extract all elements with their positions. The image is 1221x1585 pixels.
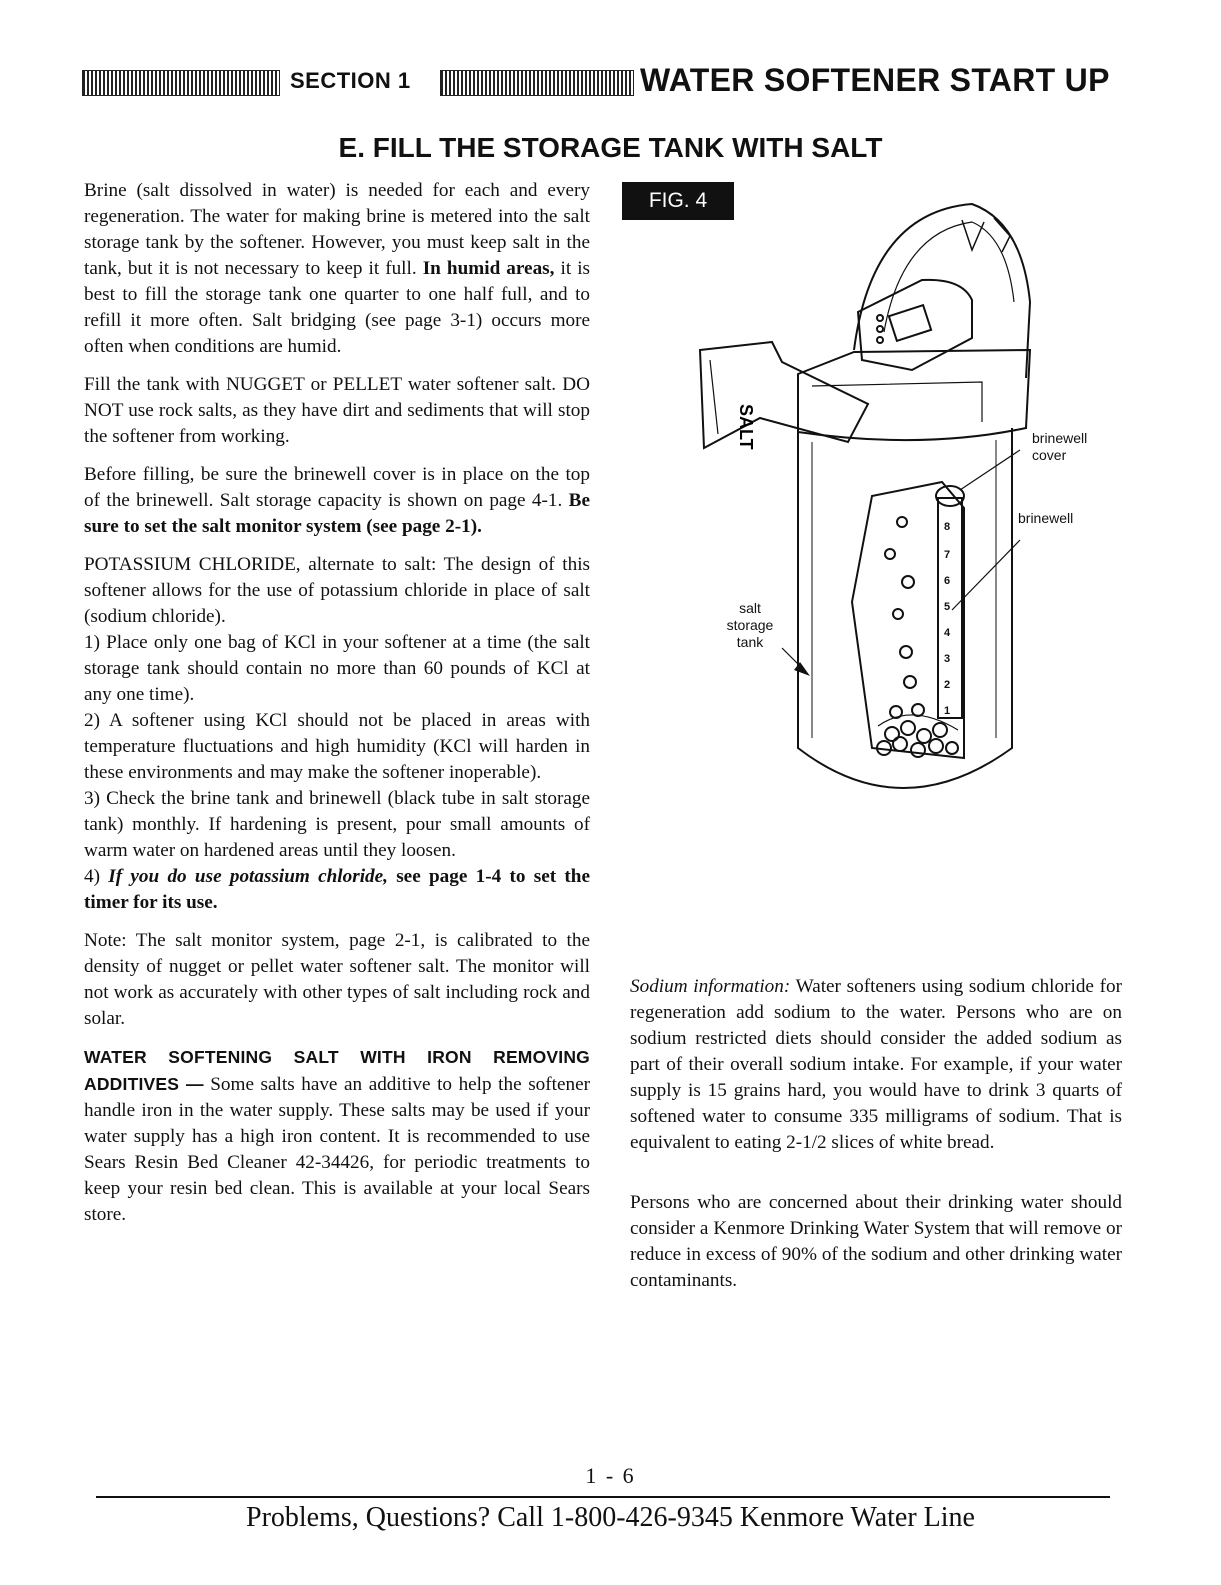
lid-inner bbox=[884, 222, 1014, 332]
level-scale bbox=[944, 521, 951, 717]
potassium-item-1: 1) Place only one bag of KCl in your softener at a time (the salt storage tank should contain no more than 60 pounds of KCl at any one time). bbox=[84, 632, 590, 705]
intro-paragraph: Brine (salt dissolved in water) is needed for each and every regeneration. The water for making brine is metered into the salt storage tank by the softener. However, you must keep salt in the tank, but it is not necessary to keep it full. In humid areas, it is best to fill the storage tank one quarter to one half full, and to refill it more often. Salt bridging (see page 3-1) occurs more often when conditions are humid. bbox=[84, 180, 591, 357]
page-header bbox=[82, 62, 1122, 104]
potassium-item-3: 3) Check the brine tank and brinewell (black tube in salt storage tank) monthly. If hardening is present, pour small amounts of warm water on hardened areas until they loosen. bbox=[84, 788, 590, 861]
section-label: SECTION 1 bbox=[290, 68, 411, 93]
svg-text:5: 5 bbox=[944, 601, 951, 613]
svg-text:2: 2 bbox=[944, 679, 951, 691]
header-title: WATER SOFTENER START UP bbox=[640, 62, 1110, 98]
control-head bbox=[858, 280, 972, 370]
sodium-information-paragraph: Sodium information: Water softeners using sodium chloride for regeneration add sodium to the water. Persons who are on sodium restricted diets should consider the added sodium as part of their overall sodium intake. For example, if your water supply is 15 grains hard, you would have to drink 3 quarts of softened water to consume 335 milligrams of sodium. That is equivalent to eating 2-1/2 slices of white bread. bbox=[630, 976, 1122, 1153]
svg-text:3: 3 bbox=[944, 653, 951, 665]
callout-salt-storage-tank: salt storage tank bbox=[726, 600, 774, 650]
footer-helpline: Problems, Questions? Call 1-800-426-9345 Kenmore Water Line bbox=[246, 1502, 975, 1533]
iron-additive-paragraph: WATER SOFTENING SALT WITH IRON REMOVING ADDITIVES — Some salts have an additive to help the softener handle iron in the water supply. These salts may be used if your water supply has a high iron content. It is recommended to use Sears Resin Bed Cleaner 42-34426, for periodic treatments to keep your resin bed clean. This is available at your local Sears store. bbox=[84, 1047, 590, 1225]
softener-illustration bbox=[622, 182, 1122, 822]
footer-rule bbox=[96, 1496, 1110, 1498]
callout-brinewell-cover: brinewell cover bbox=[1032, 430, 1088, 463]
figure-tag: FIG. 4 bbox=[622, 182, 734, 220]
brinewell-paragraph: Before filling, be sure the brinewell cover is in place on the top of the brinewell. Salt storage capacity is shown on page 4-1. Be sure to set the salt monitor system (see page 2-1). bbox=[84, 464, 590, 537]
svg-text:4: 4 bbox=[944, 627, 951, 639]
potassium-item-4: 4) If you do use potassium chloride, see page 1-4 to set the timer for its use. bbox=[84, 866, 590, 913]
right-column bbox=[630, 974, 1122, 1328]
tank-top bbox=[798, 350, 1030, 440]
display bbox=[889, 305, 931, 341]
note-paragraph: Note: The salt monitor system, page 2-1, is calibrated to the density of nugget or pellet water softener salt. The monitor will not work as accurately with other types of salt including rock and solar. bbox=[84, 930, 590, 1029]
left-column bbox=[84, 178, 590, 1240]
callout-brinewell: brinewell bbox=[1018, 510, 1074, 526]
bag-label: SALT bbox=[736, 404, 756, 450]
header-hatch-left bbox=[82, 70, 280, 96]
iron-additive-heading: WATER SOFTENING SALT WITH IRON REMOVING ADDITIVES — bbox=[84, 1047, 590, 1094]
salt-bag bbox=[700, 342, 868, 448]
lid-hinge bbox=[962, 218, 1010, 252]
drinking-water-paragraph: Persons who are concerned about their drinking water should consider a Kenmore Drinking Water System that will remove or reduce in excess of 90% of the sodium and other drinking water contaminants. bbox=[630, 1192, 1122, 1291]
potassium-paragraph: POTASSIUM CHLORIDE, alternate to salt: The design of this softener allows for the use of potassium chloride in place of salt (sodium chloride). bbox=[84, 554, 590, 627]
svg-text:1: 1 bbox=[944, 705, 951, 717]
svg-text:7: 7 bbox=[944, 549, 951, 561]
svg-text:8: 8 bbox=[944, 521, 951, 533]
figure-4 bbox=[622, 182, 1122, 822]
header-hatch-middle bbox=[440, 70, 634, 96]
potassium-item-2: 2) A softener using KCl should not be placed in areas with temperature fluctuations and high humidity (KCl will harden in these environments and may make the softener inoperable). bbox=[84, 710, 590, 783]
svg-text:6: 6 bbox=[944, 575, 951, 587]
salt-type-paragraph: Fill the tank with NUGGET or PELLET water softener salt. DO NOT use rock salts, as they have dirt and sediments that will stop the softener from working. bbox=[84, 374, 590, 447]
page-number: 1 - 6 bbox=[585, 1463, 636, 1488]
section-heading: E. FILL THE STORAGE TANK WITH SALT bbox=[338, 132, 883, 163]
